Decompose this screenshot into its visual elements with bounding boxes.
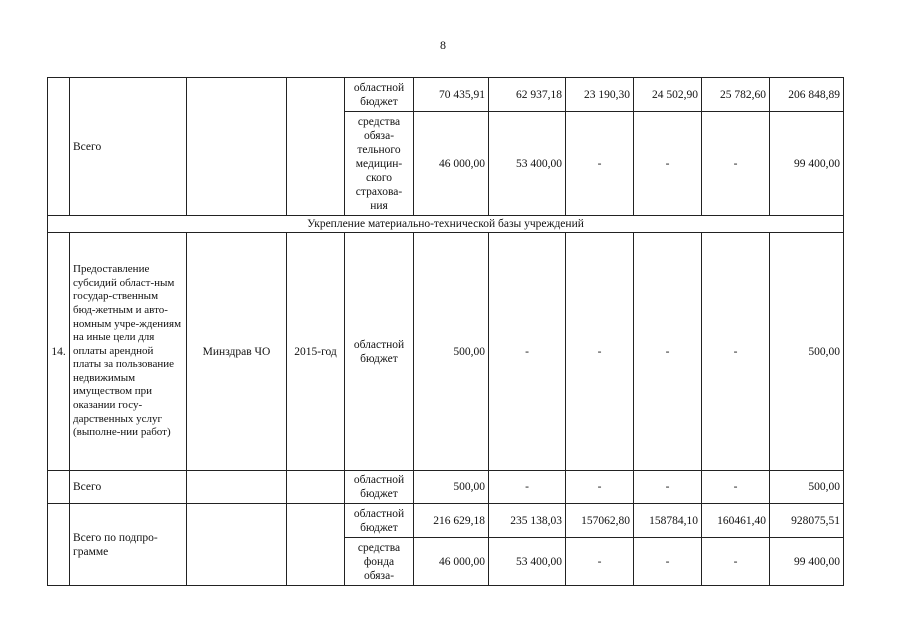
cell-empty (187, 504, 287, 586)
cell-empty (287, 78, 345, 216)
value-cell: 24 502,90 (634, 78, 702, 112)
value-cell: - (634, 538, 702, 586)
table-row (48, 78, 844, 112)
value-cell: 928075,51 (770, 504, 844, 538)
cell-empty (287, 504, 345, 586)
value-cell: - (702, 233, 770, 471)
value-cell: 25 782,60 (702, 78, 770, 112)
section-row (48, 216, 844, 233)
table-row (48, 504, 844, 538)
value-cell: 235 138,03 (489, 504, 566, 538)
value-cell: 500,00 (770, 233, 844, 471)
value-cell: - (702, 112, 770, 216)
value-cell: 70 435,91 (414, 78, 489, 112)
value-cell: 46 000,00 (414, 538, 489, 586)
value-cell: 62 937,18 (489, 78, 566, 112)
value-cell: - (702, 471, 770, 504)
value-cell: - (566, 112, 634, 216)
subprogram-total-label: Всего по подпро-грамме (70, 504, 187, 586)
value-cell: 99 400,00 (770, 112, 844, 216)
value-cell: 206 848,89 (770, 78, 844, 112)
value-cell: - (634, 112, 702, 216)
value-cell: 46 000,00 (414, 112, 489, 216)
value-cell: 500,00 (770, 471, 844, 504)
value-cell: - (702, 538, 770, 586)
total-label: Всего (70, 471, 187, 504)
total-label: Всего (70, 78, 187, 216)
value-cell: - (634, 233, 702, 471)
source-cell: областной бюджет (345, 233, 414, 471)
table-row (48, 233, 844, 471)
item-description: Предоставление субсидий област-ным государ-ственным бюд-жетным и авто-номным учре-ждениям на иные цели для оплаты арендной платы за пользование недвижимым имуществом при оказании госу-дарственных услуг (выполне-нии работ) (70, 233, 187, 471)
value-cell: - (566, 471, 634, 504)
cell-empty (48, 471, 70, 504)
source-cell: средства фонда обяза- (345, 538, 414, 586)
section-title: Укрепление материально-технической базы учреждений (48, 216, 844, 233)
value-cell: 158784,10 (634, 504, 702, 538)
value-cell: - (566, 538, 634, 586)
value-cell: 53 400,00 (489, 112, 566, 216)
value-cell: 23 190,30 (566, 78, 634, 112)
source-cell: областной бюджет (345, 78, 414, 112)
cell-empty (187, 78, 287, 216)
table-row (48, 471, 844, 504)
value-cell: 500,00 (414, 233, 489, 471)
cell-empty (48, 78, 70, 216)
cell-empty (187, 471, 287, 504)
value-cell: 53 400,00 (489, 538, 566, 586)
source-cell: областной бюджет (345, 471, 414, 504)
budget-table (47, 77, 844, 586)
value-cell: 160461,40 (702, 504, 770, 538)
value-cell: - (489, 471, 566, 504)
cell-empty (287, 471, 345, 504)
item-number: 14. (48, 233, 70, 471)
value-cell: - (634, 471, 702, 504)
executor-cell: Минздрав ЧО (187, 233, 287, 471)
value-cell: - (566, 233, 634, 471)
value-cell: - (489, 233, 566, 471)
source-cell: областной бюджет (345, 504, 414, 538)
value-cell: 99 400,00 (770, 538, 844, 586)
source-cell: средства обяза-тельного медицин-ского страхова-ния (345, 112, 414, 216)
page-number: 8 (440, 38, 446, 52)
cell-empty (48, 504, 70, 586)
value-cell: 500,00 (414, 471, 489, 504)
value-cell: 216 629,18 (414, 504, 489, 538)
value-cell: 157062,80 (566, 504, 634, 538)
period-cell: 2015-год (287, 233, 345, 471)
